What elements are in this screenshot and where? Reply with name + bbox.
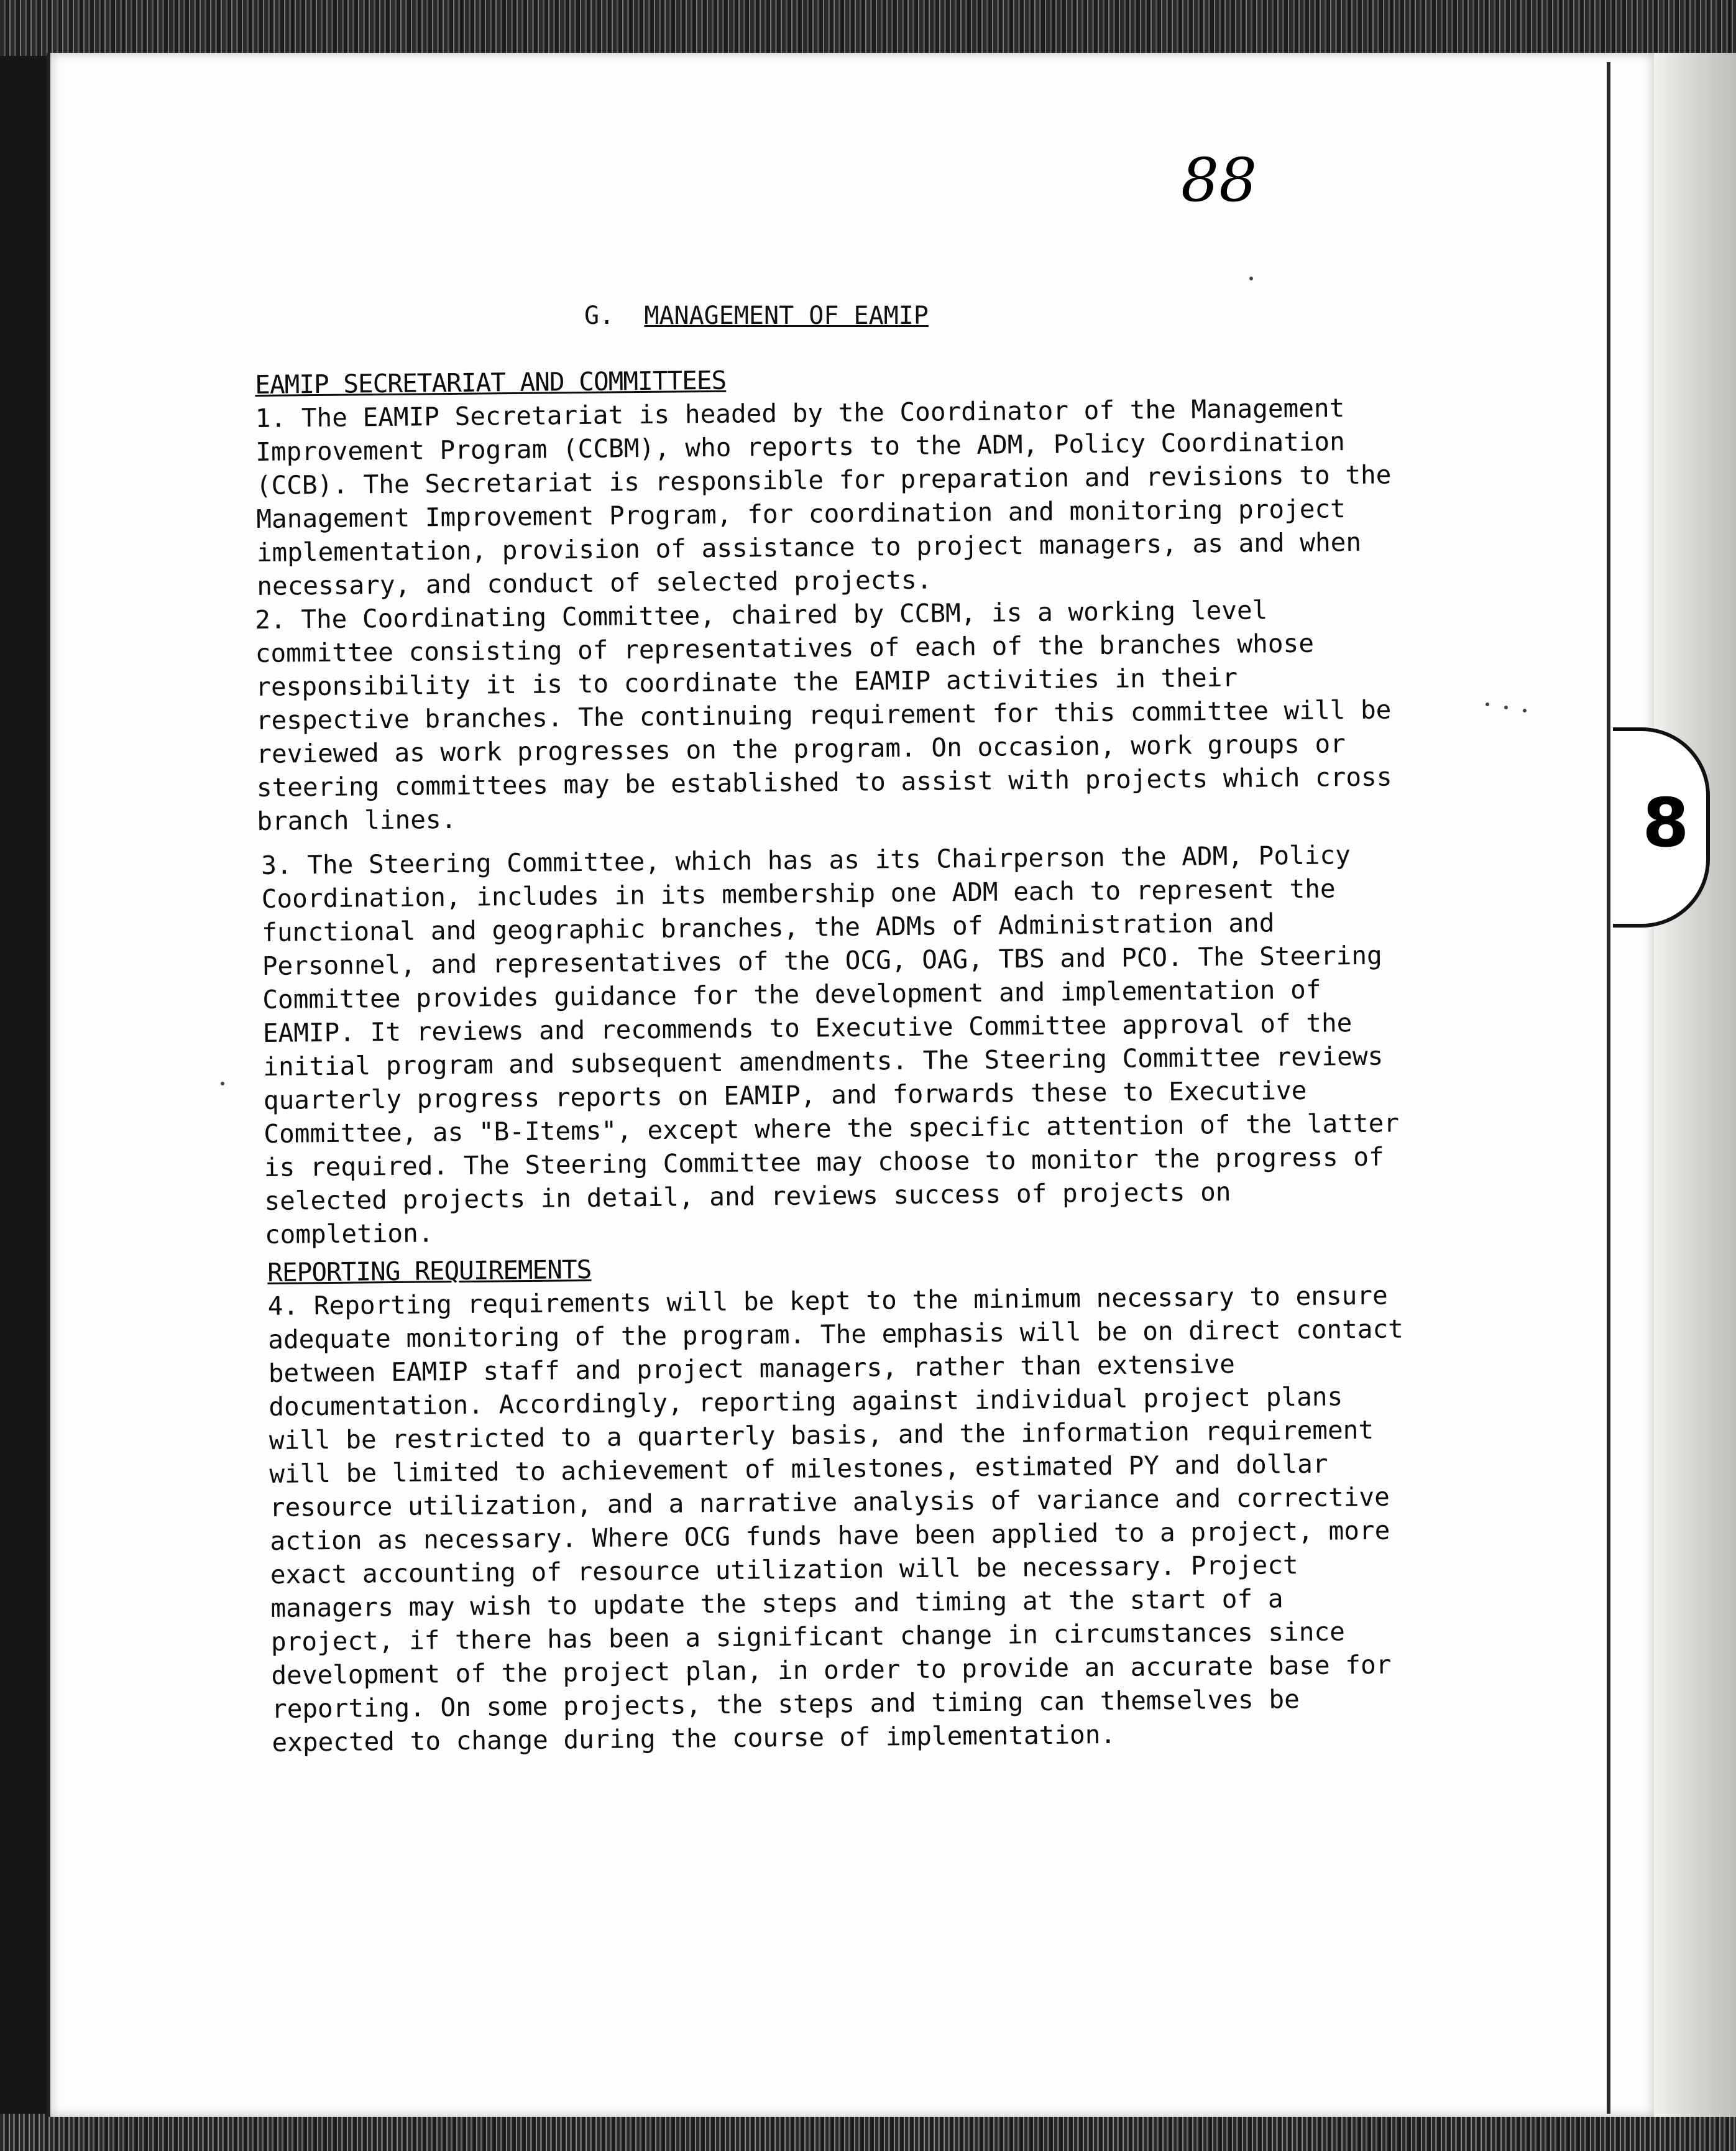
scan-speck [1249, 277, 1253, 280]
section-title [584, 297, 1144, 334]
scan-speck [1486, 702, 1489, 706]
paragraph-2-block [255, 592, 1395, 838]
paragraph-3: 3. The Steering Committee, which has as its Chairperson the ADM, Policy Coordination, includes in its membership one ADM each to represent the functional and geographic branches, the ADMs of Administration and Personnel, and representatives of the OCG, OAG, TBS and PCO. The Steering Committee provides guidance for the development and implementation of EAMIP. It reviews and recommends to Executive Committee approval of the initial program and subsequent amendments. The Steering Committee reviews quarterly progress reports on EAMIP, and forwards these to Executive Committee, as "B-Items", except where the specific attention of the latter is required. The Steering Committee may choose to monitor the progress of selected projects in detail, and reviews success of projects on completion. [261, 840, 1400, 1250]
section-heading: REPORTING REQUIREMENTS [267, 1254, 592, 1287]
scan-border-bottom [0, 2114, 1736, 2151]
paragraph-1: 1. The EAMIP Secretariat is headed by the Coordinator of the Management Improvement Program (CCBM), who reports to the ADM, Policy Coordination (CCB). The Secretariat is responsible for preparation and revisions to the Management Improvement Program, for coordination and monitoring project implementation, provision of assistance to project managers, as and when necessary, and conduct of selected projects. [255, 393, 1392, 601]
scan-speck [221, 1082, 224, 1085]
section-tab-number: 8 [1642, 785, 1689, 862]
page-number: 88 [1181, 145, 1257, 215]
scan-border-top [0, 0, 1736, 56]
page-edge-line [1607, 62, 1610, 2114]
section-reporting [267, 1245, 1410, 1759]
section-title-prefix: G. [584, 302, 615, 330]
section-secretariat [255, 357, 1395, 603]
section-title-text: MANAGEMENT OF EAMIP [644, 302, 929, 330]
paragraph-2: 2. The Coordinating Committee, chaired by CCBM, is a working level committee consisting of representatives of each of the branches whose responsibility it is to coordinate the EAMIP activities in their respective branches. The continuing requirement for this committee will be reviewed as work progresses on the program. On occasion, work groups or steering committees may be established to assist with projects which cross branch lines. [255, 595, 1392, 836]
paragraph-3-block [261, 837, 1402, 1251]
section-heading: EAMIP SECRETARIAT AND COMMITTEES [255, 365, 727, 400]
scan-speck [1523, 709, 1527, 712]
paragraph-4: 4. Reporting requirements will be kept to the minimum necessary to ensure adequate monitoring of the program. The emphasis will be on direct contact between EAMIP staff and project managers, rather than extensive documentation. Accordingly, reporting against individual project plans will be restricted to a quarterly basis, and the information requirement will be limited to achievement of milestones, estimated PY and dollar resource utilization, and a narrative analysis of variance and corrective action as necessary. Where OCG funds have been applied to a project, more exact accounting of resource utilization will be necessary. Project managers may wish to update the steps and timing at the start of a project, if there has been a significant change in circumstances since development of the project plan, in order to provide an accurate base for reporting. On some projects, the steps and timing can themselves be expected to change during the course of implementation. [267, 1280, 1404, 1757]
scan-border-left [0, 0, 47, 2151]
scan-speck [1504, 706, 1508, 709]
